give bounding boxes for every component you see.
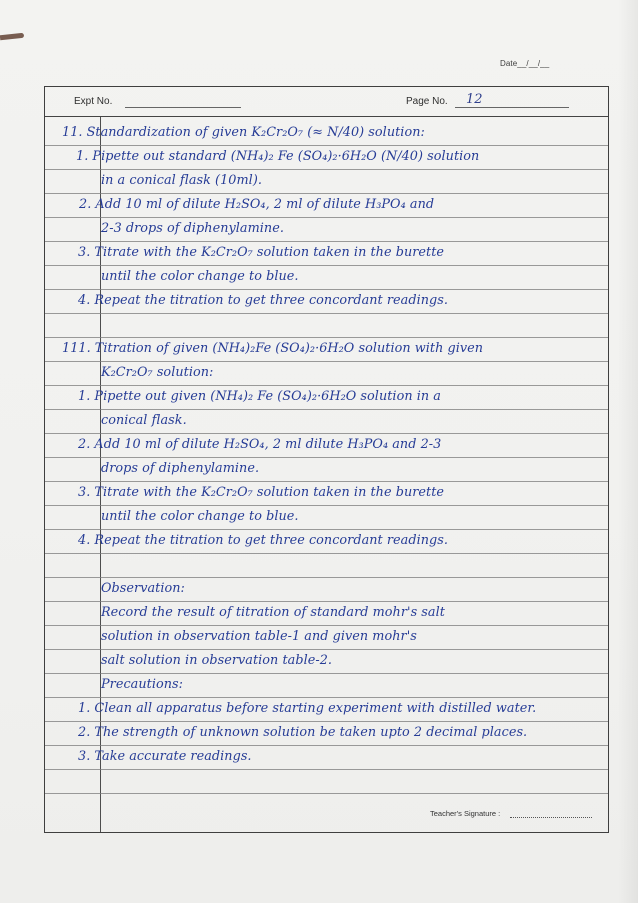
ruled-line <box>45 313 608 314</box>
procedure-line: 1. Pipette out given (NH₄)₂ Fe (SO₄)₂·6H₂O solution in a <box>78 389 441 404</box>
precaution-line: 1. Clean all apparatus before starting experiment with distilled water. <box>78 701 537 716</box>
ruled-line <box>45 697 608 698</box>
section-heading-standardization: 11. Standardization of given K₂Cr₂O₇ (≈ N/40) solution: <box>62 125 425 140</box>
procedure-line: 3. Titrate with the K₂Cr₂O₇ solution taken in the burette <box>78 245 445 260</box>
precaution-line: 3. Take accurate readings. <box>78 749 252 764</box>
lab-record-sheet <box>44 86 609 833</box>
ruled-line <box>45 529 608 530</box>
ruled-line <box>45 673 608 674</box>
page-shadow <box>618 0 638 903</box>
page-edge-mark <box>0 33 24 40</box>
procedure-line: until the color change to blue. <box>101 269 299 284</box>
ruled-line <box>45 553 608 554</box>
ruled-line <box>45 385 608 386</box>
observation-line: Record the result of titration of standard mohr's salt <box>101 605 445 620</box>
procedure-line: drops of diphenylamine. <box>101 461 260 476</box>
procedure-line: 2-3 drops of diphenylamine. <box>101 221 284 236</box>
procedure-line: K₂Cr₂O₇ solution: <box>101 365 214 380</box>
ruled-line <box>45 769 608 770</box>
ruled-line <box>45 793 608 794</box>
page-number-label: Page No. <box>406 96 448 107</box>
experiment-number-line <box>125 107 241 108</box>
observation-line: solution in observation table-1 and given mohr's <box>101 629 417 644</box>
procedure-line: 3. Titrate with the K₂Cr₂O₇ solution taken in the burette <box>78 485 445 500</box>
ruled-line <box>45 481 608 482</box>
procedure-line: in a conical flask (10ml). <box>101 173 262 188</box>
ruled-line <box>45 601 608 602</box>
ruled-line <box>45 361 608 362</box>
section-heading-titration: 111. Titration of given (NH₄)₂Fe (SO₄)₂·6H₂O solution with given <box>62 341 484 356</box>
procedure-line: 4. Repeat the titration to get three concordant readings. <box>78 293 448 308</box>
page-number-value: 12 <box>466 92 483 107</box>
procedure-line: 2. Add 10 ml of dilute H₂SO₄, 2 ml of dilute H₃PO₄ and <box>79 197 435 212</box>
ruled-line <box>45 721 608 722</box>
ruled-line <box>45 217 608 218</box>
ruled-line <box>45 649 608 650</box>
ruled-line <box>45 169 608 170</box>
procedure-line: 4. Repeat the titration to get three concordant readings. <box>78 533 448 548</box>
experiment-number-label: Expt No. <box>74 96 113 107</box>
ruled-line <box>45 505 608 506</box>
ruled-line <box>45 337 608 338</box>
procedure-line: conical flask. <box>101 413 187 428</box>
ruled-line <box>45 745 608 746</box>
ruled-line <box>45 241 608 242</box>
teacher-signature-line <box>510 817 592 818</box>
observation-line: salt solution in observation table-2. <box>101 653 333 668</box>
procedure-line: until the color change to blue. <box>101 509 299 524</box>
ruled-line <box>45 289 608 290</box>
procedure-line: 1. Pipette out standard (NH₄)₂ Fe (SO₄)₂·6H₂O (N/40) solution <box>76 149 480 164</box>
ruled-line <box>45 457 608 458</box>
ruled-line <box>45 625 608 626</box>
ruled-line <box>45 433 608 434</box>
ruled-line <box>45 577 608 578</box>
ruled-line <box>45 409 608 410</box>
ruled-line <box>45 145 608 146</box>
observation-heading: Observation: <box>101 581 185 596</box>
ruled-line <box>45 265 608 266</box>
precaution-line: 2. The strength of unknown solution be taken upto 2 decimal places. <box>78 725 528 740</box>
sheet-header <box>45 87 608 117</box>
ruled-line <box>45 193 608 194</box>
precautions-heading: Precautions: <box>101 677 183 692</box>
teacher-signature-label: Teacher's Signature : <box>430 809 501 818</box>
date-label: Date__/__/__ <box>500 59 550 68</box>
page-number-line <box>455 107 569 108</box>
procedure-line: 2. Add 10 ml of dilute H₂SO₄, 2 ml dilute H₃PO₄ and 2-3 <box>78 437 442 452</box>
